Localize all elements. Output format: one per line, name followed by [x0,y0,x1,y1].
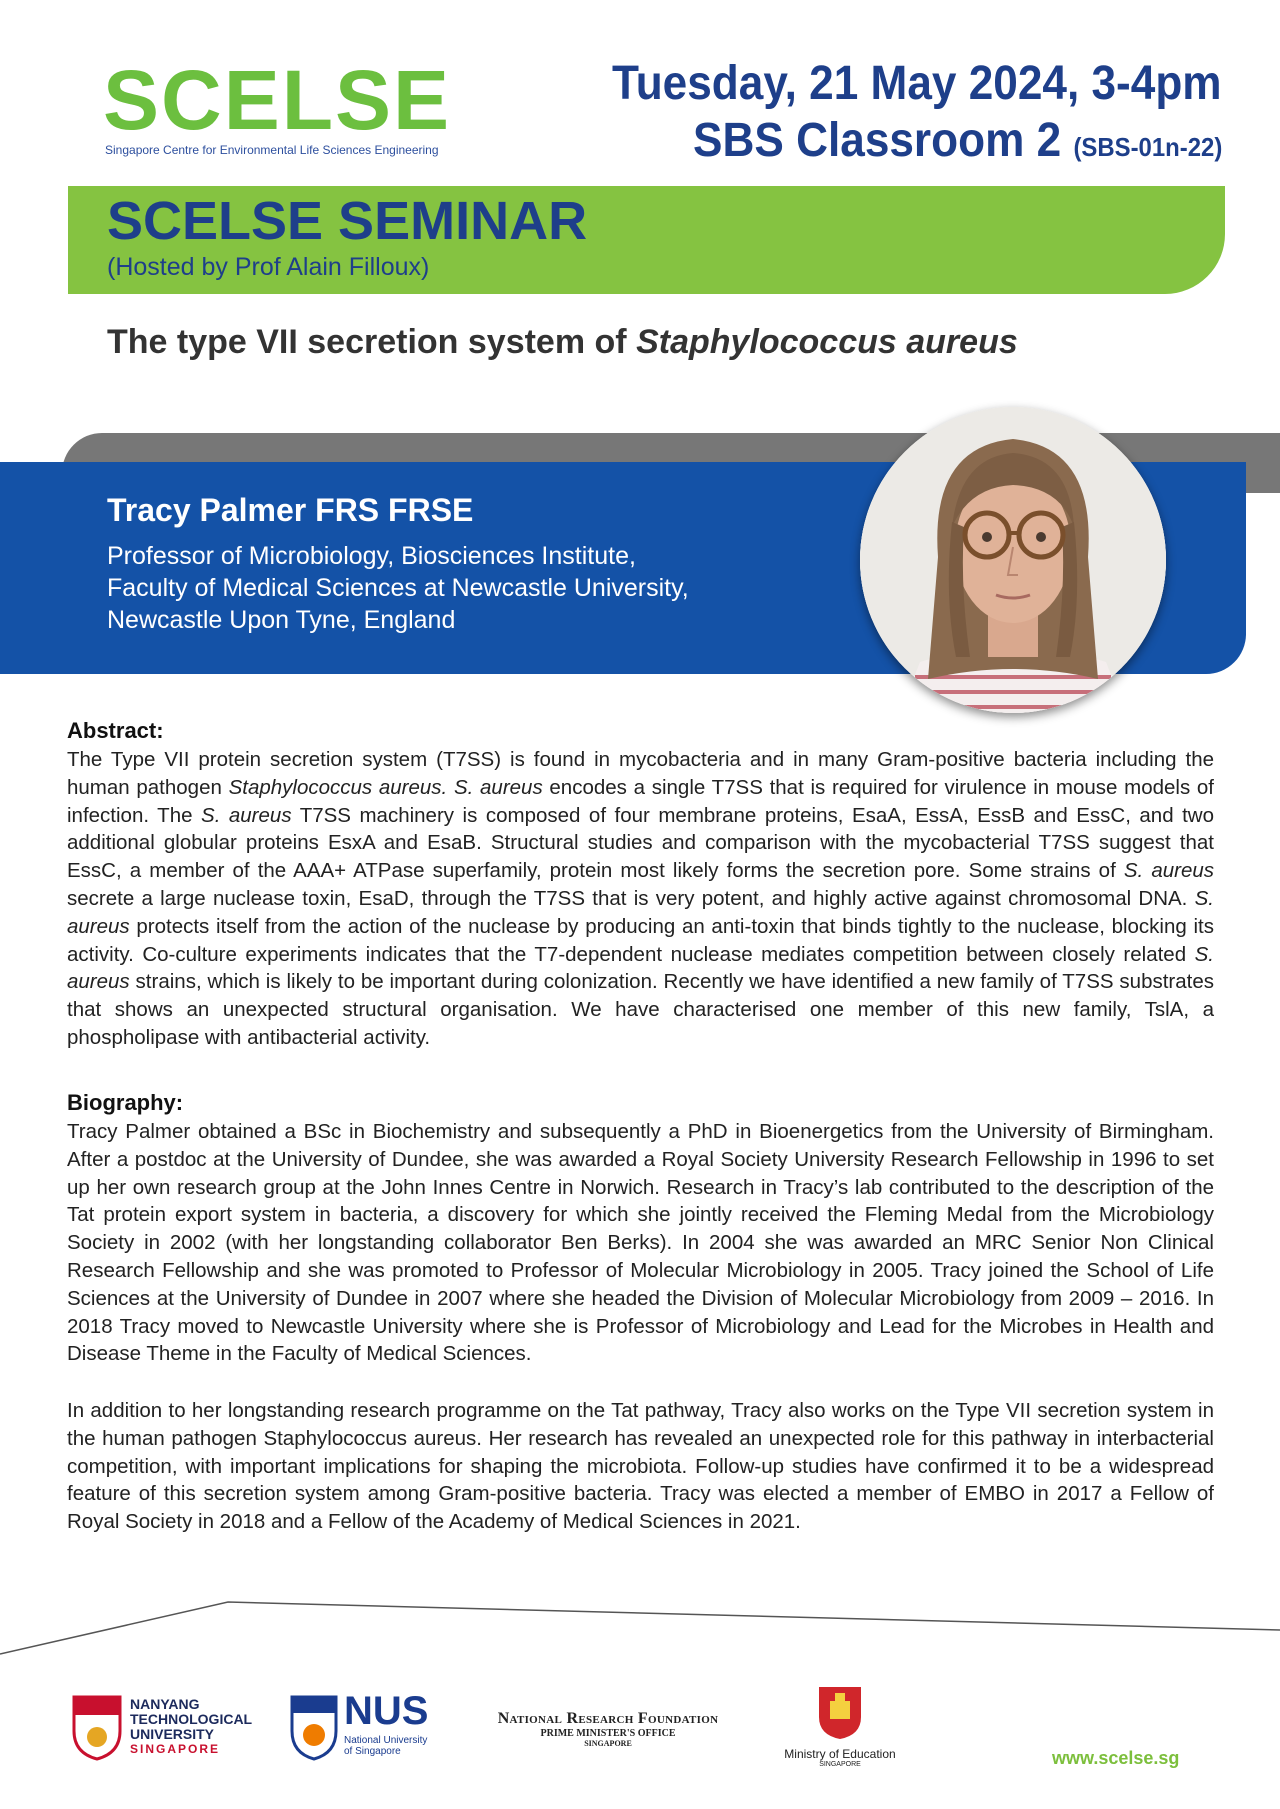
nrf-singapore: SINGAPORE [584,1739,632,1748]
website-link[interactable]: www.scelse.sg [1052,1748,1180,1768]
ntu-name-line: NANYANG [130,1696,200,1712]
moe-name: Ministry of Education [784,1747,896,1761]
event-date: Tuesday, 21 May 2024, 3-4pm [612,57,1222,110]
ntu-crest-icon [72,1695,122,1761]
speaker-portrait-icon [860,407,1166,713]
speaker-photo [860,407,1166,713]
venue-name: SBS Classroom 2 [692,114,1061,167]
abstract-segment: encodes a single T7SS that is required for virulence in mouse models of infection. The [67,775,1215,827]
ntu-name-line: SINGAPORE [130,1742,221,1756]
nus-crest-icon [290,1695,338,1761]
affiliation-line: Professor of Microbiology, Biosciences Institute, [107,542,636,570]
species-name: S. aureus [67,886,1214,938]
affiliation-line: Newcastle Upon Tyne, England [107,606,456,634]
abstract-segment: protects itself from the action of the nuclease by producing an anti-toxin that binds tightly to the nuclease, blocking its activity. Co-culture experiments indicates that the T7-dependent nuclease mediates competition between closely related [67,914,1214,966]
biography-heading: Biography: [67,1090,184,1115]
species-name: Staphylococcus aureus. S. aureus [228,775,543,799]
species-name: S. aureus [67,942,1214,994]
moe-singapore: SINGAPORE [819,1761,861,1768]
talk-title-text: The type VII secretion system of [107,323,637,361]
abstract-segment: strains, which is likely to be important during colonization. Recently we have identified a new family of T7SS substrates that shows an unexpected structural organisation. We have characterised one member of this new family, TslA, a phospholipase with antibacterial activity. [67,970,1214,1049]
abstract-heading: Abstract: [67,718,164,743]
nrf-pmo: PRIME MINISTER'S OFFICE [540,1728,676,1739]
nus-wordmark: NUS [344,1689,429,1733]
abstract-text [67,746,1214,1052]
talk-title-species: Staphylococcus aureus [636,323,1018,361]
scelse-logo: SCELSE [103,53,452,147]
abstract-segment: The Type VII protein secretion system (T7SS) is found in mycobacteria and in many Gram-positive bacteria including the human pathogen [67,748,1214,799]
species-name: S. aureus [1123,859,1214,883]
nrf-name: National Research Foundation [497,1710,719,1727]
affiliation-line: Faculty of Medical Sciences at Newcastle University, [107,574,689,602]
abstract-segment: T7SS machinery is composed of four membrane proteins, EsaA, EssA, EssB and EssC, and two additional globular proteins EsxA and EsaB. Structural studies and comparison with the mycobacterial T7SS suggest that EssC, a member of the AAA+ ATPase superfamily, protein most likely forms the secretion pore. Some strains of [67,803,1215,883]
speaker-name: Tracy Palmer FRS FRSE [107,492,474,528]
biography-paragraph-1: Tracy Palmer obtained a BSc in Biochemistry and subsequently a PhD in Bioenergetics from the University of Birmingham. After a postdoc at the University of Dundee, she was awarded a Royal Society University Research Fellowship in 1996 to set up her own research group at the John Innes Centre in Norwich. Research in Tracy’s lab contributed to the description of the Tat protein export system in bacteria, a discovery for which she jointly received the Fleming Medal from the Microbiology Society in 2002 (with her longstanding collaborator Ben Berks). In 2004 she was awarded an MRC Senior Non Clinical Research Fellowship and she was promoted to Professor of Molecular Microbiology in 2005. Tracy joined the School of Life Sciences at the University of Dundee in 2007 where she headed the Division of Molecular Microbiology from 2009 – 2016. In 2018 Tracy moved to Newcastle University where she is Professor of Microbiology and Lead for the Microbes in Health and Disease Theme in the Faculty of Medical Sciences. [67,1120,1214,1366]
biography-paragraph-2: In addition to her longstanding research programme on the Tat pathway, Tracy also works on the Type VII secretion system in the human pathogen Staphylococcus aureus. Her research has revealed an unexpected role for this pathway in interbacterial competition, with important implications for shaping the microbiota. Follow-up studies have confirmed it to be a widespread feature of this secretion system among Gram-positive bacteria. Tracy was elected a member of EMBO in 2017 a Fellow of Royal Society in 2018 and a Fellow of the Academy of Medical Sciences in 2021. [67,1399,1214,1534]
nrf-logo [468,1710,748,1748]
nus-name-line: of Singapore [344,1746,401,1757]
scelse-logo-subtitle: Singapore Centre for Environmental Life Sciences Engineering [105,143,439,157]
event-venue [693,115,1222,168]
nus-name-line: National University [344,1735,428,1746]
abstract-segment: secrete a large nuclease toxin, EsaD, through the T7SS that is very potent, and highly active against chromosomal DNA. [67,886,1195,910]
footer-divider [0,1580,1280,1660]
moe-logo [775,1685,905,1768]
seminar-host: (Hosted by Prof Alain Filloux) [107,253,430,281]
seminar-title: SCELSE SEMINAR [107,191,588,251]
talk-title [107,323,1018,362]
ntu-name-line: TECHNOLOGICAL [130,1711,253,1727]
venue-code: (SBS-01n-22) [1073,132,1222,162]
species-name: S. aureus [201,803,292,827]
ntu-logo [72,1695,262,1765]
speaker-affiliation [107,540,689,636]
ntu-name-line: UNIVERSITY [130,1726,215,1742]
nus-logo [290,1689,440,1765]
moe-crest-icon [817,1685,863,1741]
